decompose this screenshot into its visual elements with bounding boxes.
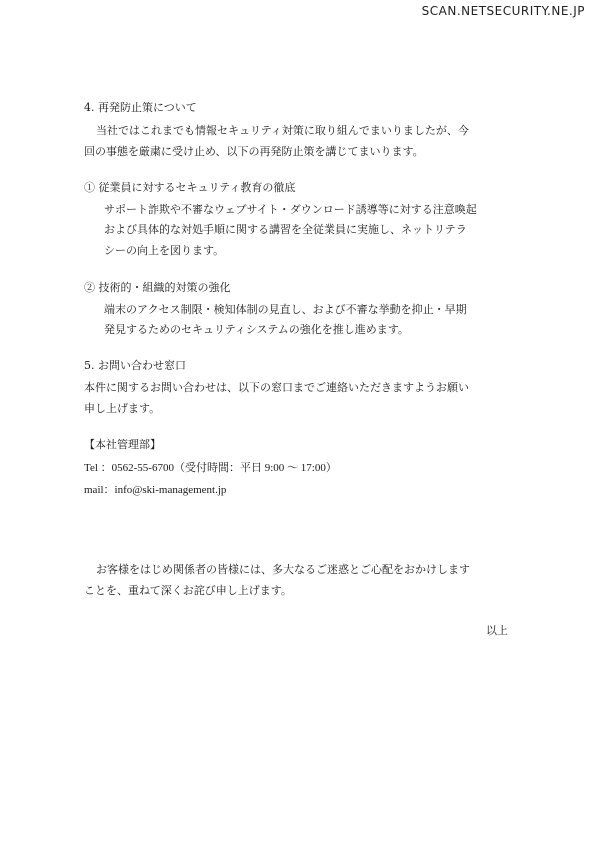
closing-line-2: ことを、重ねて深くお詫び申し上げます。	[84, 584, 292, 597]
section-5-line-2: 申し上げます。	[84, 402, 161, 415]
section-4-intro-line-2: 回の事態を厳粛に受け止め、以下の再発防止策を講じてまいります。	[84, 145, 424, 158]
measure-1-line-2: および具体的な対処手順に関する講習を全従業員に実施し、ネットリテラ	[104, 223, 467, 236]
section-4-intro-line-1: 当社ではこれまでも情報セキュリティ対策に取り組んでまいりましたが、今	[96, 124, 469, 137]
measure-2-title: ② 技術的・組織的対策の強化	[84, 281, 231, 294]
measure-2-line-1: 端末のアクセス制限・検知体制の見直し、および不審な挙動を抑止・早期	[104, 303, 467, 316]
section-5-line-1: 本件に関するお問い合わせは、以下の窓口までご連絡いただきますようお願い	[84, 381, 469, 394]
closing-line-1: お客様をはじめ関係者の皆様には、多大なるご迷惑とご心配をおかけします	[96, 563, 470, 576]
section-4-heading: 4. 再発防止策について	[84, 101, 197, 114]
end-mark: 以上	[486, 624, 508, 637]
contact-tel: Tel ：0562-55-6700（受付時間：平日 9:00 ～ 17:00）	[84, 462, 337, 474]
contact-department: 【本社管理部】	[84, 438, 161, 451]
measure-1-title: ① 従業員に対するセキュリティ教育の徹底	[84, 181, 296, 194]
measure-2-line-2: 発見するためのセキュリティシステムの強化を推し進めます。	[104, 323, 409, 336]
contact-mail: mail：info@ski-management.jp	[84, 484, 227, 496]
section-5-heading: 5. お問い合わせ窓口	[84, 359, 186, 372]
measure-1-line-1: サポート詐欺や不審なウェブサイト・ダウンロード誘導等に対する注意喚起	[104, 203, 477, 216]
source-watermark: SCAN.NETSECURITY.NE.JP	[421, 4, 585, 18]
measure-1-line-3: シーの向上を図ります。	[104, 244, 225, 257]
